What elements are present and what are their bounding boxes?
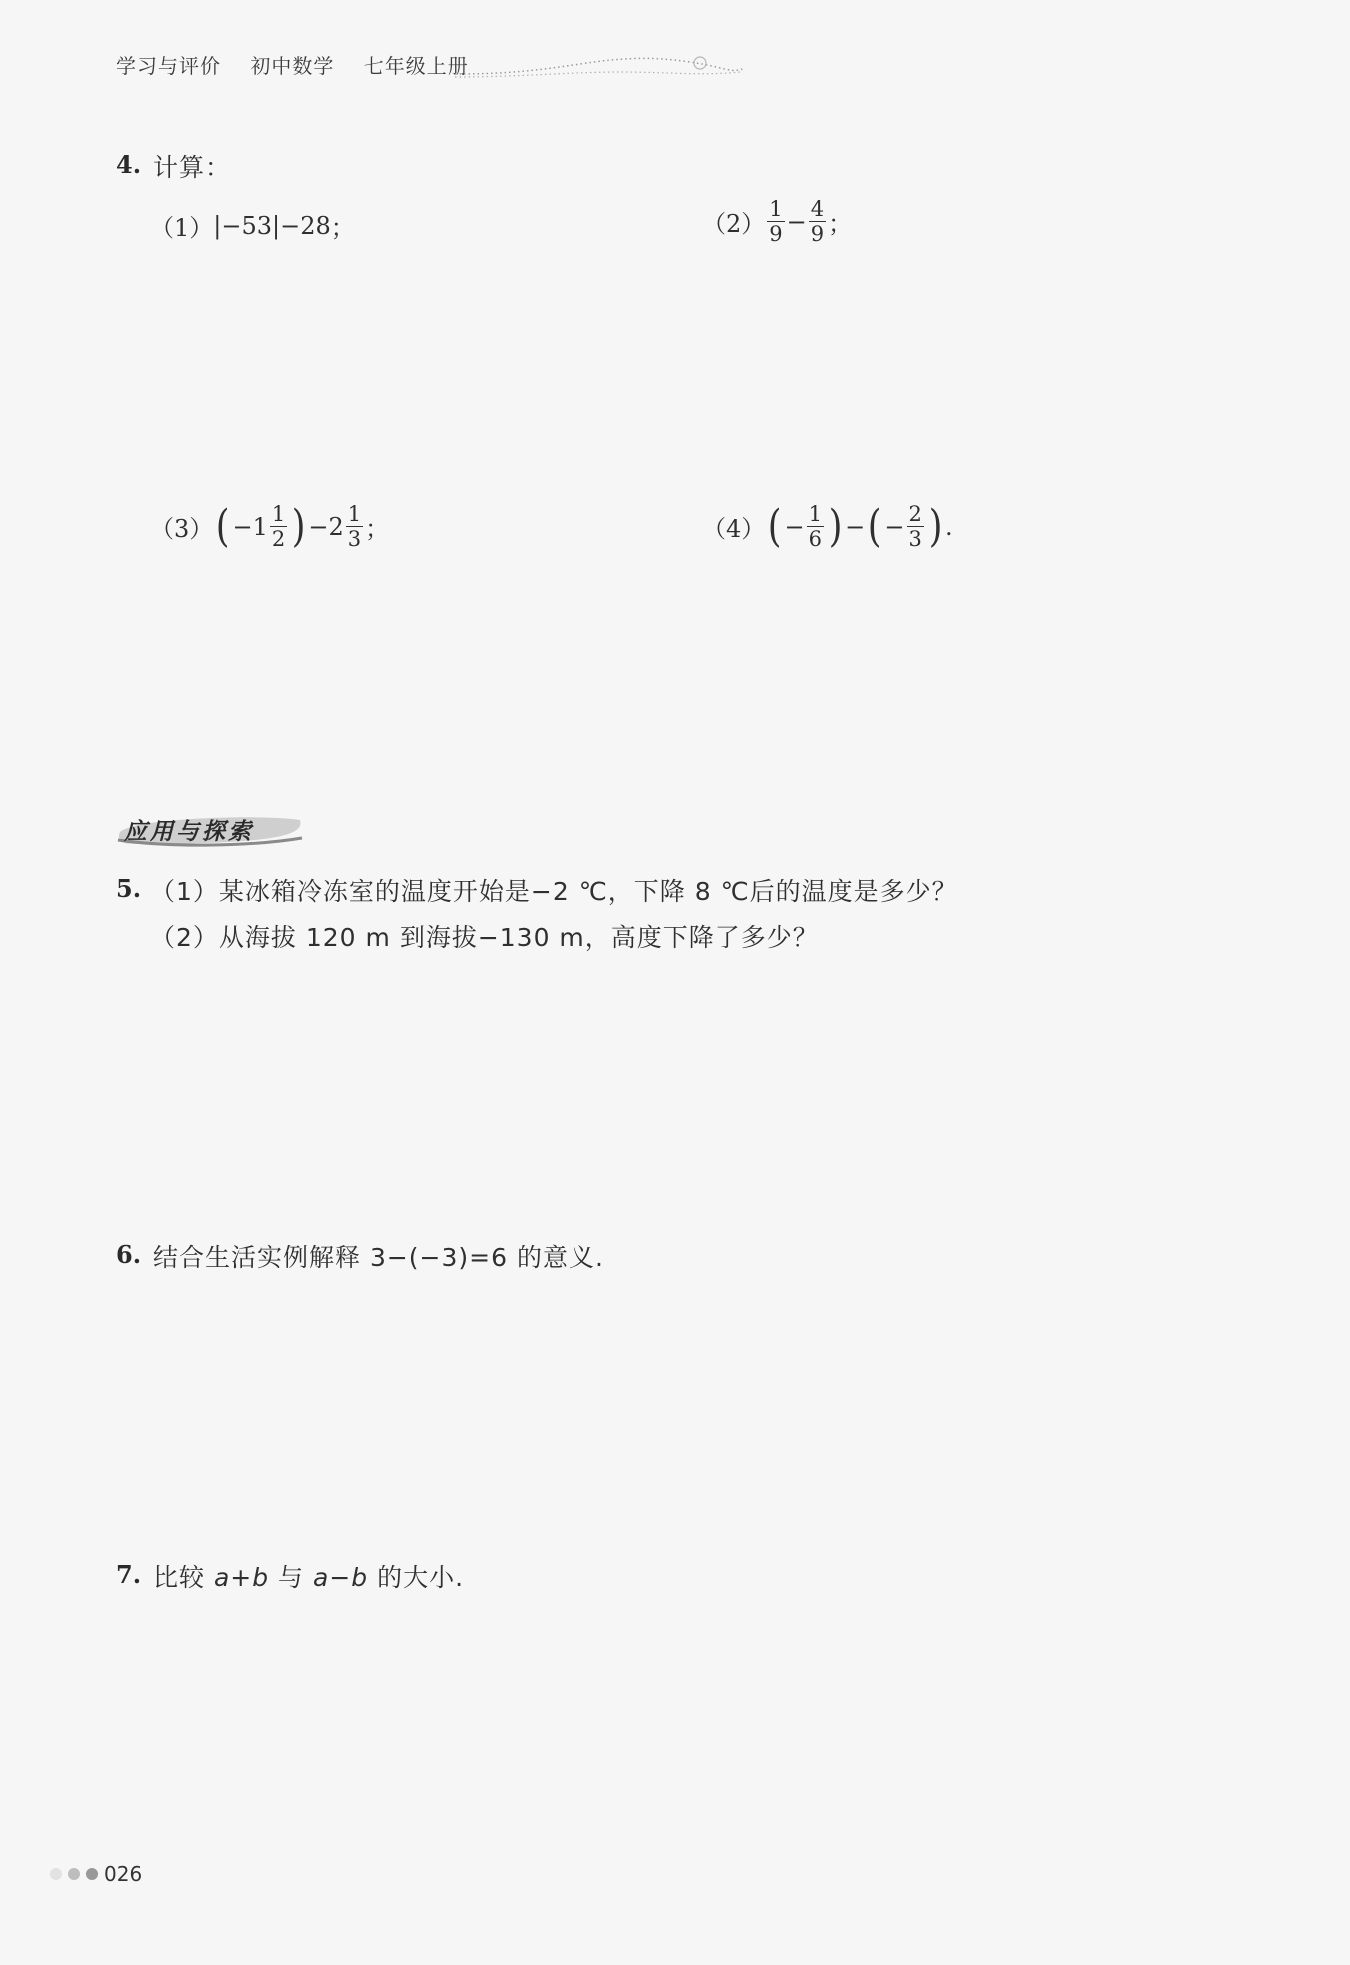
question-6-text: 结合生活实例解释 3−(−3)=6 的意义. [153,1243,604,1272]
q4-p4-fraction-2 [907,503,924,550]
footer-dot-mid-icon [68,1868,80,1880]
q4-p3-whole-1: 1 [252,512,268,541]
q4-p2-label: （2） [702,210,766,239]
fraction-denominator: 9 [769,222,783,247]
footer-dot-dark-icon [86,1868,98,1880]
variable-b: b [252,1563,270,1592]
right-paren: ) [928,500,943,552]
fraction-numerator: 1 [769,197,783,221]
q4-p3-fraction-2 [346,503,363,550]
q4-p3-operator: − [308,512,329,541]
q4-p2-operator: − [786,207,807,236]
fraction-denominator: 3 [908,527,922,552]
q4-p1-label: （1） [150,214,214,242]
left-paren: ( [867,500,882,552]
variable-b: b [351,1563,369,1592]
q4-p3-end: ； [365,515,390,544]
q4-p2-fraction-a [767,198,784,245]
question-5-part-1: （1）某冰箱冷冻室的温度开始是−2 ℃，下降 8 ℃后的温度是多少？ [150,877,958,906]
q4-p1-expression: |−53|−28 [213,211,331,240]
question-6-number: 6. [116,1240,142,1269]
question-4-number: 4. [116,150,142,179]
left-paren: ( [767,500,782,552]
fraction-numerator: 4 [810,197,825,221]
right-paren: ) [291,500,306,552]
q4-part-4 [702,500,953,552]
q4-p4-minus-2: − [884,512,905,541]
header-grade: 七年级上册 [363,54,469,78]
q7-post-text: 的大小. [368,1563,465,1592]
q4-p3-label: （3） [150,515,214,544]
header-subject: 初中数学 [250,54,335,78]
q4-p4-fraction-1 [807,503,824,550]
q4-p2-fraction-b [809,198,826,245]
question-7-number: 7. [116,1560,142,1589]
page-footer [50,1862,142,1886]
q4-p4-operator: − [845,512,866,541]
q7-mid-text: 与 [269,1563,314,1592]
question-5-number: 5. [116,874,142,903]
fraction-numerator: 1 [808,502,822,526]
header-dotted-wave-decoration [450,50,750,80]
section-heading-badge [114,810,300,846]
q4-p3-minus: − [232,512,253,541]
footer-dot-light-icon [50,1868,62,1880]
q4-p4-minus-1: − [784,512,805,541]
variable-a: a [313,1563,330,1592]
question-4-title: 计算： [153,153,232,182]
page-number: 026 [104,1862,143,1886]
minus-sign: − [329,1563,352,1592]
q4-p4-label: （4） [702,515,766,544]
question-5-part-2: （2）从海拔 120 m 到海拔−130 m，高度下降了多少？ [150,923,819,952]
q4-p3-whole-2: 2 [328,512,344,541]
fraction-denominator: 6 [808,527,822,552]
question-7-text [153,1558,464,1594]
q4-p1-end: ； [330,214,355,242]
section-title: 应用与探索 [124,819,254,845]
fraction-numerator: 1 [347,502,362,526]
q4-p2-end: ； [828,210,853,239]
header-book-title: 学习与评价 [116,54,221,78]
plus-sign: + [230,1563,253,1592]
fraction-numerator: 2 [908,502,922,526]
q4-part-2 [702,198,852,245]
left-paren: ( [215,500,230,552]
q4-part-1 [150,208,355,243]
q4-p4-end: . [945,512,953,541]
q4-part-3 [150,500,390,552]
running-header [116,50,491,79]
variable-a: a [213,1563,231,1592]
fraction-numerator: 1 [271,502,286,526]
q7-pre-text: 比较 [153,1563,214,1592]
fraction-denominator: 9 [810,222,825,247]
q4-p3-fraction-1 [270,503,287,550]
right-paren: ) [828,500,843,552]
fraction-denominator: 3 [347,527,362,552]
fraction-denominator: 2 [271,527,286,552]
